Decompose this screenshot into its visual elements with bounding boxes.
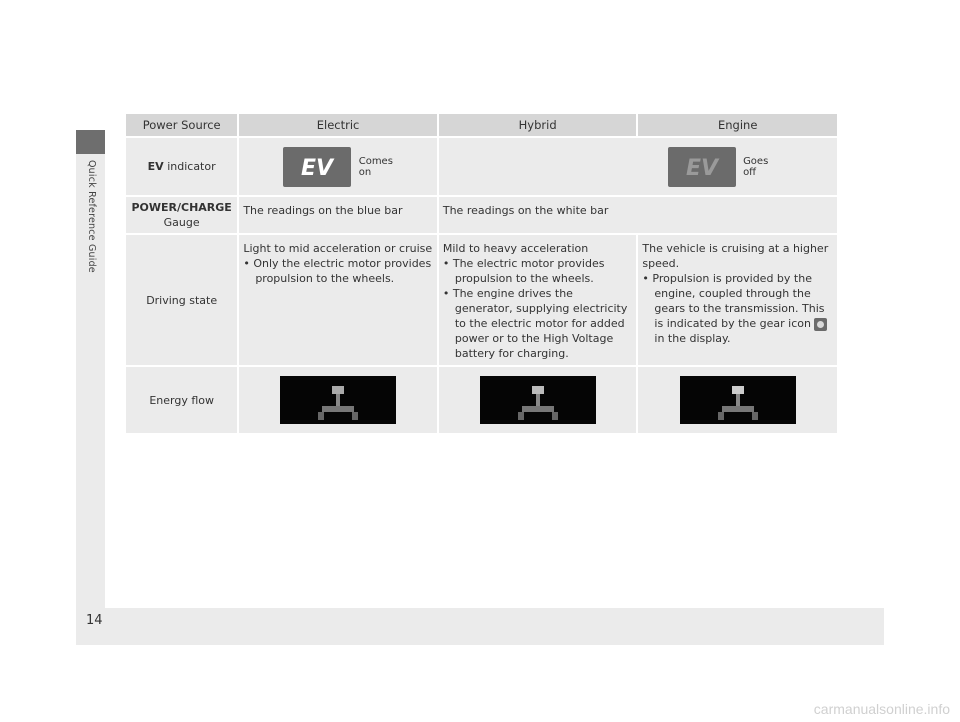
driving-state-label: Driving state — [126, 235, 237, 365]
driving-state-row — [126, 235, 837, 365]
energy-hybrid-cell — [437, 367, 637, 433]
gear-icon — [814, 318, 827, 331]
energy-flow-label: Energy flow — [126, 367, 237, 433]
driving-engine-cell: The vehicle is cruising at a higher speed. • Propulsion is provided by the engine, coupled through the gears to the transmission. This is indicated by the gear icon in the display. — [636, 235, 837, 365]
ev-electric-cell — [237, 138, 437, 195]
energy-engine-cell — [636, 367, 837, 433]
energy-electric-cell — [237, 367, 437, 433]
driving-electric-cell: Light to mid acceleration or cruise • Only the electric motor provides propulsion to the wheels. — [237, 235, 437, 365]
energy-flow-engine-image — [680, 376, 796, 424]
header-electric: Electric — [237, 114, 437, 136]
ev-badge-off-text: EV — [685, 155, 718, 179]
energy-flow-hybrid-image — [480, 376, 596, 424]
header-engine: Engine — [636, 114, 837, 136]
header-hybrid: Hybrid — [437, 114, 637, 136]
ev-indicator-icon — [283, 147, 351, 187]
ev-badge-text: EV — [301, 155, 334, 179]
driving-hybrid-cell: Mild to heavy acceleration • The electric motor provides propulsion to the wheels. • The engine drives the generator, supplying electricity to the electric motor for added power or to the High Voltage battery for charging. — [437, 235, 637, 365]
ev-indicator-off-icon — [668, 147, 736, 187]
section-tab-marker — [76, 130, 105, 154]
gauge-hybrid-engine-cell: The readings on the white bar — [437, 197, 837, 233]
watermark: carmanualsonline.info — [813, 701, 950, 717]
header-power-source: Power Source — [126, 114, 237, 136]
ev-indicator-label: EV indicator — [126, 138, 237, 195]
power-source-table — [126, 112, 837, 435]
ev-indicator-row — [126, 138, 837, 195]
top-margin — [76, 0, 884, 130]
gauge-electric-cell: The readings on the blue bar — [237, 197, 437, 233]
comes-on-note: Comes on — [358, 155, 393, 178]
sidebar-section-label: Quick Reference Guide — [86, 160, 97, 273]
gauge-row — [126, 197, 837, 233]
energy-flow-row — [126, 367, 837, 433]
ev-hybrid-engine-cell — [437, 138, 837, 195]
gauge-label: POWER/CHARGE Gauge — [126, 197, 237, 233]
goes-off-note: Goes off — [743, 155, 769, 178]
table-header-row — [126, 114, 837, 136]
page-number: 14 — [86, 613, 103, 628]
energy-flow-electric-image — [280, 376, 396, 424]
